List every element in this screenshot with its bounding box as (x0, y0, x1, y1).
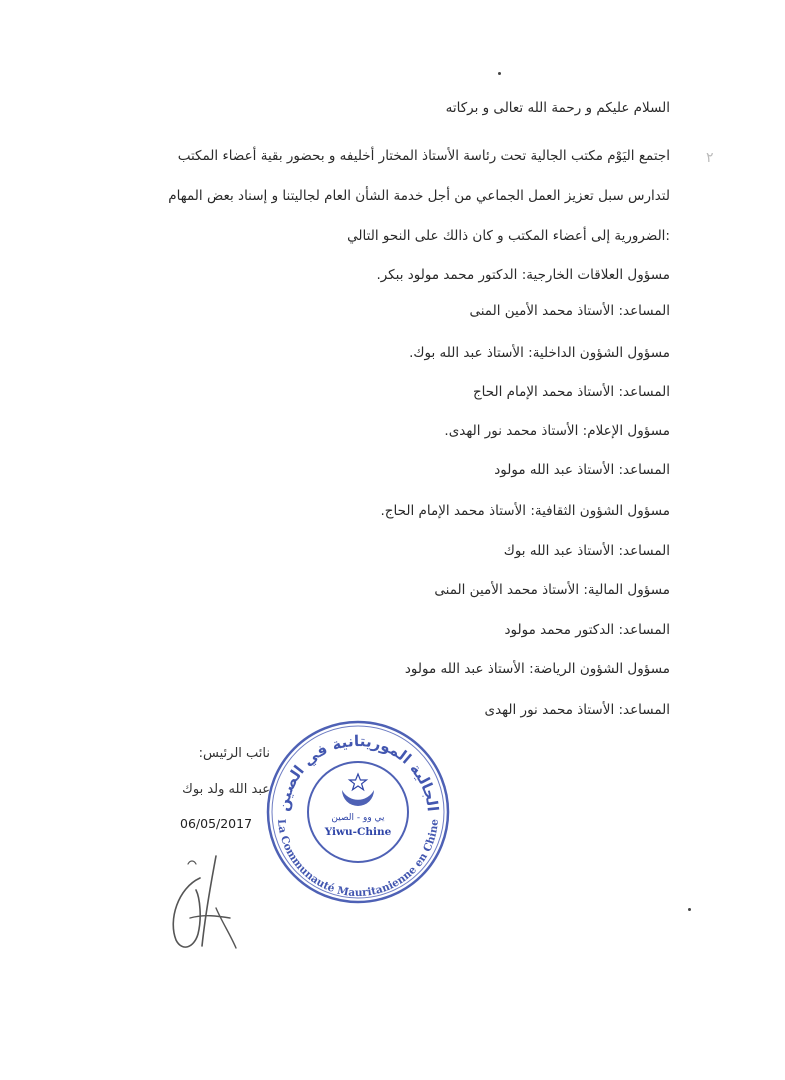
assignment-line: مسؤول الشؤون الثقافية: الأستاذ محمد الإمام الحاج. (380, 503, 670, 519)
intro-line: اجتمع اليَوْم مكتب الجالية تحت رئاسة الأستاذ المختار أخليفه و بحضور بقية أعضاء المكتب (177, 148, 670, 164)
official-stamp (262, 716, 454, 908)
assignment-line: المساعد: الدكتور محمد مولود (504, 622, 670, 638)
assignment-line: المساعد: الأستاذ عبد الله مولود (494, 462, 670, 478)
stamp-city-latin: Yiwu-Chine (324, 826, 392, 838)
stamp-city-arabic: يي وو - الصين (331, 813, 385, 823)
edge-mark: ٢ (706, 150, 714, 166)
stamp-french-text: La Communauté Mauritanienne en Chine (274, 818, 441, 900)
assignment-line: مسؤول الشؤون الرياضة: الأستاذ عبد الله مولود (404, 661, 670, 677)
assignment-line: المساعد: الأستاذ عبد الله بوك (503, 543, 670, 559)
signature-title: نائب الرئيس: (198, 746, 270, 761)
assignment-line: مسؤول المالية: الأستاذ محمد الأمين المنى (434, 582, 670, 598)
assignment-line: مسؤول الإعلام: الأستاذ محمد نور الهدى. (444, 423, 670, 439)
assignment-line: مسؤول الشؤون الداخلية: الأستاذ عبد الله بوك. (409, 345, 670, 361)
signature-name: عبد الله ولد بوك (182, 782, 270, 797)
handwritten-signature (160, 848, 250, 958)
star-icon (350, 774, 367, 790)
scan-speck (498, 72, 501, 75)
assignment-line: المساعد: الأستاذ محمد الإمام الحاج (472, 384, 670, 400)
crescent-icon (342, 790, 374, 806)
greeting-line: السلام عليكم و رحمة الله تعالى و بركاته (445, 100, 670, 116)
intro-line: :الضرورية إلى أعضاء المكتب و كان ذالك على النحو التالي (347, 228, 670, 244)
stamp-arabic-text: الجالية الموريتانية في الصين (273, 731, 442, 813)
intro-line: لتدارس سبل تعزيز العمل الجماعي من أجل خدمة الشأن العام لجاليتنا و إسناد بعض المهام (168, 188, 670, 204)
assignment-line: المساعد: الأستاذ محمد الأمين المنى (469, 303, 670, 319)
scan-speck (688, 908, 691, 911)
assignment-line: مسؤول العلاقات الخارجية: الدكتور محمد مولود ببكر. (376, 267, 670, 283)
assignment-line: المساعد: الأستاذ محمد نور الهدى (484, 702, 670, 718)
signature-date: 06/05/2017 (180, 816, 253, 831)
